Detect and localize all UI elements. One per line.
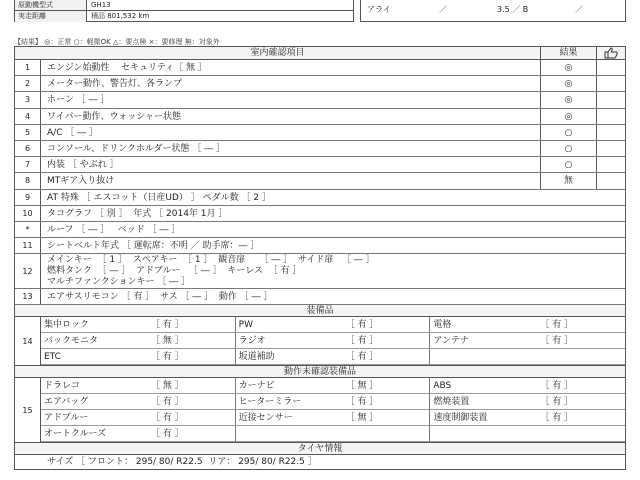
unconfirmed-name: ドラレコ	[44, 381, 81, 392]
unconfirmed-cell	[236, 378, 431, 394]
row-number: 4	[15, 109, 41, 124]
row-number: 12	[15, 254, 41, 288]
equipment-cell	[430, 349, 625, 365]
interior-title: 室内確認項目	[15, 47, 541, 59]
unconfirmed-value: ［ 無 ］	[345, 381, 379, 392]
row-number: 2	[15, 76, 41, 91]
engine-model-value: GH13	[91, 1, 111, 9]
equipment-grid	[15, 317, 625, 366]
equipment-value: ［ 有 ］	[345, 336, 379, 347]
inspection-wide-row	[15, 238, 625, 254]
vehicle-info-box	[14, 0, 354, 22]
unconfirmed-cell	[236, 410, 431, 426]
equipment-value: ［ 有 ］	[345, 320, 379, 331]
inspection-wide-row	[15, 289, 625, 305]
keys-row	[15, 254, 625, 289]
row-text: 内装 ［ やぶれ ］	[41, 157, 541, 172]
row-result: ○	[541, 157, 597, 172]
equipment-cell	[41, 349, 236, 365]
equipment-cell	[41, 333, 236, 349]
row-text: A/C ［ ― ］	[41, 125, 541, 140]
row-result: ◎	[541, 60, 597, 75]
grade-value: 3.5 ／ B	[497, 5, 529, 14]
equipment-value: ［ 有 ］	[345, 352, 379, 363]
row-result: ◎	[541, 92, 597, 107]
equipment-cell	[41, 317, 236, 333]
row-text: ホーン ［ ― ］	[41, 92, 541, 107]
equipment-value: ［ 有 ］	[540, 336, 574, 347]
mileage-label: 実走距離	[15, 11, 87, 22]
equipment-name: バックモニタ	[44, 336, 99, 347]
mileage-row	[15, 11, 353, 22]
grade-box	[360, 0, 626, 22]
unconfirmed-value: ［ 無 ］	[151, 381, 184, 392]
row-text: シートベルト年式 ［ 運転席：不明 ／ 助手席：― ］	[47, 241, 260, 252]
equipment-value: ［ 無 ］	[151, 336, 184, 347]
unconfirmed-value: ［ 有 ］	[345, 397, 379, 408]
equipment-cell	[236, 349, 431, 365]
inspection-table	[14, 46, 626, 470]
row-number: 11	[15, 238, 41, 253]
inspection-wide-row	[15, 206, 625, 222]
inspection-wide-row	[15, 190, 625, 206]
unconfirmed-name	[430, 426, 540, 441]
row-blank	[597, 92, 625, 107]
engine-model-row	[15, 0, 353, 11]
row-blank	[597, 125, 625, 140]
grade-slash-2: ／	[575, 5, 583, 14]
unconfirmed-value	[540, 426, 625, 441]
unconfirmed-value: ［ 有 ］	[151, 397, 184, 408]
row-text: エアサスリモコン ［ 有 ］ サス ［ ― ］ 動作 ［ ― ］	[47, 292, 273, 303]
result-header: 結果	[541, 47, 597, 59]
inspection-row	[15, 76, 625, 92]
unconfirmed-name: アドブルー	[44, 413, 89, 424]
inspection-row	[15, 173, 625, 189]
row-text: メーター動作、警告灯、各ランプ	[41, 76, 541, 91]
equipment-name: 電格	[433, 320, 452, 331]
equipment-name: PW	[238, 320, 253, 331]
row-text: AT 特殊 ［ エスコット（日産UD） ］ ペダル数 ［ 2 ］	[47, 192, 271, 203]
row-number: 8	[15, 173, 41, 188]
inspection-row	[15, 109, 625, 125]
unconfirmed-grid	[15, 378, 625, 443]
unconfirmed-cell	[430, 410, 625, 426]
unconfirmed-value: ［ 有 ］	[540, 381, 574, 392]
unconfirmed-cells	[41, 378, 625, 442]
unconfirmed-cell	[430, 378, 625, 394]
equipment-section-title: 装備品	[15, 305, 625, 317]
unconfirmed-value: ［ 有 ］	[540, 413, 574, 424]
equipment-cell	[430, 333, 625, 349]
unconfirmed-cell	[41, 394, 236, 410]
row-result: ◎	[541, 76, 597, 91]
equipment-name: 集中ロック	[44, 320, 89, 331]
inspection-wide-row	[15, 222, 625, 238]
row-number: 9	[15, 190, 41, 205]
unconfirmed-name: ABS	[433, 381, 452, 392]
row-text: MTギア入り抜け	[41, 173, 541, 188]
unconfirmed-name: 速度制御装置	[433, 413, 488, 424]
unconfirmed-cell	[41, 410, 236, 426]
row-number: 3	[15, 92, 41, 107]
unconfirmed-value: ［ 有 ］	[151, 413, 184, 424]
unconfirmed-name: オートクルーズ	[44, 429, 107, 440]
equipment-name: アンテナ	[433, 336, 469, 347]
section-number: 15	[15, 378, 41, 442]
keys-lines	[41, 254, 625, 288]
equipment-value: ［ 有 ］	[151, 352, 184, 363]
row-blank	[597, 109, 625, 124]
equipment-value	[540, 349, 625, 364]
row-number: 13	[15, 289, 41, 304]
keys-line: メインキー ［ 1 ］ スペアキー ［ 1 ］ 観音扉 ［ ― ］ サイド扉 ［ ― ］	[47, 255, 375, 266]
row-blank	[597, 141, 625, 156]
equipment-cells	[41, 317, 625, 365]
row-text: タコグラフ ［ 別 ］ 年式 ［ 2014年 1月 ］	[47, 208, 228, 219]
row-text: コンソール、ドリンクホルダー状態 ［ ― ］	[41, 141, 541, 156]
equipment-name	[430, 349, 540, 364]
equipment-cell	[236, 317, 431, 333]
interior-header	[15, 47, 625, 60]
row-blank	[597, 60, 625, 75]
grade-slash: ／	[439, 5, 447, 14]
row-result: ◎	[541, 109, 597, 124]
inspection-row	[15, 157, 625, 173]
unconfirmed-name: エアバッグ	[44, 397, 89, 408]
equipment-name: 坂道補助	[238, 352, 275, 363]
result-legend: 【結果】 ◎：正常 ○：軽微OK △：要点検 ×：要修理 無：対象外	[14, 38, 220, 46]
equipment-value: ［ 有 ］	[540, 320, 574, 331]
grade-label: アライ	[367, 5, 391, 14]
row-number: *	[15, 222, 41, 237]
row-text: ルーフ ［ ― ］ ベッド ［ ― ］	[47, 224, 181, 235]
row-result: ○	[541, 125, 597, 140]
equipment-cell	[430, 317, 625, 333]
tire-section-title: タイヤ情報	[15, 443, 625, 455]
row-number: 10	[15, 206, 41, 221]
row-number: 1	[15, 60, 41, 75]
unconfirmed-name: ヒーターミラー	[238, 397, 302, 408]
equipment-name: ETC	[44, 352, 61, 363]
equipment-value: ［ 有 ］	[151, 320, 184, 331]
inspection-row	[15, 141, 625, 157]
row-result: ○	[541, 141, 597, 156]
unconfirmed-cell	[41, 378, 236, 394]
inspection-row	[15, 60, 625, 76]
unconfirmed-value	[346, 426, 430, 441]
keys-line: 燃料タンク ［ ― ］ アドブルー ［ ― ］ キーレス ［ 有 ］	[47, 266, 302, 277]
unconfirmed-name: 近接センサー	[238, 413, 293, 424]
equipment-name: ラジオ	[238, 336, 266, 347]
tire-size: サイズ ［ フロント： 295/ 80/ R22.5 リア： 295/ 80/ R22.5 ］	[47, 457, 317, 468]
unconfirmed-cell	[236, 426, 431, 442]
mileage-value: 積品 801,532 km	[91, 12, 150, 20]
row-result: 無	[541, 173, 597, 188]
unconfirmed-cell	[41, 426, 236, 442]
row-number: 6	[15, 141, 41, 156]
keys-line: マルチファンクションキー ［ ― ］	[47, 277, 191, 288]
unconfirmed-cell	[236, 394, 431, 410]
row-number: 7	[15, 157, 41, 172]
inspection-row	[15, 125, 625, 141]
row-text: ワイパー動作、ウォッシャー状態	[41, 109, 541, 124]
equipment-cell	[236, 333, 431, 349]
section-number: 14	[15, 317, 41, 365]
row-number: 5	[15, 125, 41, 140]
unconfirmed-name	[236, 426, 346, 441]
inspection-row	[15, 92, 625, 108]
unconfirmed-cell	[430, 426, 625, 442]
thumbs-up-icon	[597, 47, 625, 59]
unconfirmed-name: 燃焼装置	[433, 397, 470, 408]
unconfirmed-cell	[430, 394, 625, 410]
row-blank	[597, 157, 625, 172]
unconfirmed-name: カーナビ	[238, 381, 275, 392]
unconfirmed-value: ［ 無 ］	[345, 413, 379, 424]
engine-model-label: 原動機型式	[15, 0, 87, 10]
row-blank	[597, 173, 625, 188]
unconfirmed-section-title: 動作未確認装備品	[15, 366, 625, 378]
row-text: エンジン始動性 セキュリティ［ 無 ］	[41, 60, 541, 75]
unconfirmed-value: ［ 有 ］	[540, 397, 574, 408]
unconfirmed-value: ［ 有 ］	[151, 429, 184, 440]
row-blank	[597, 76, 625, 91]
